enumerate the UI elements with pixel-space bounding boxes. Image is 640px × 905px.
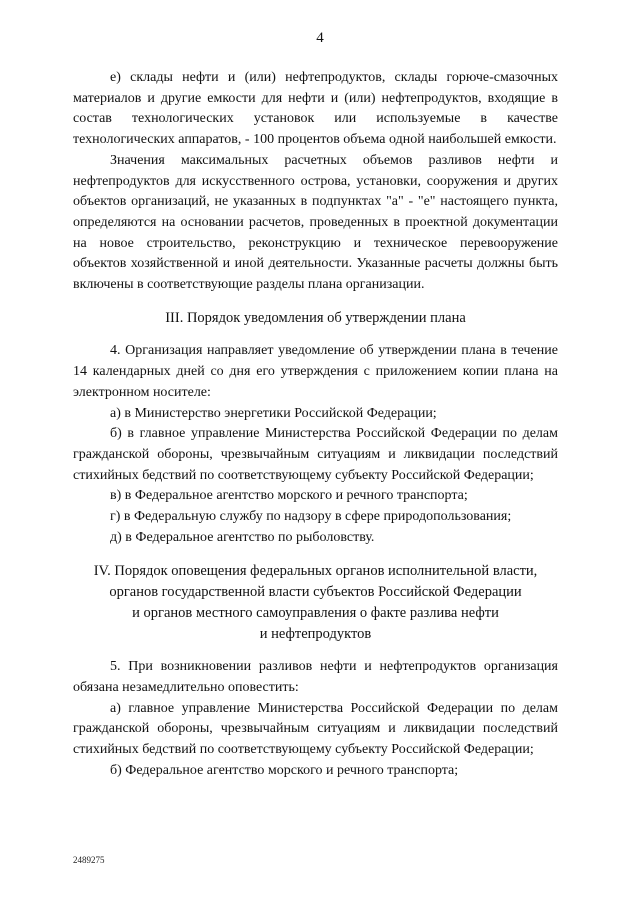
section-3-heading: III. Порядок уведомления об утверждении плана — [165, 309, 466, 326]
list-item-g: г) в Федеральную службу по надзору в сфере природопользования; — [110, 509, 512, 525]
list-item-b: б) в главное управление Министерства Российской Федерации по делам гражданской обороны, чрезвычайным ситуациям и ликвидации последствий стихийных бедствий по соответствующему субъекту Российской Федерации; — [73, 426, 558, 483]
paragraph-max-volumes: Значения максимальных расчетных объемов разливов нефти и нефтепродуктов для искусственного острова, установки, сооружения и других объектов организаций, не указанных в подпунктах "а" - "е" настоящего пункта, определяются на основании расчетов, проведенных в проектной документации на новое строительство, реконструкцию и техническое перевооружение объектов хозяйственной и иной деятельности. Указанные расчеты должны быть включены в соответствующие разделы плана организации. — [73, 152, 558, 293]
list-item-a: а) главное управление Министерства Российской Федерации по делам гражданской обороны, чрезвычайным ситуациям и ликвидации последствий стихийных бедствий по соответствующему субъекту Российской Федерации; — [73, 700, 558, 758]
list-item-v: в) в Федеральное агентство морского и речного транспорта; — [110, 488, 468, 504]
document-body — [73, 68, 558, 782]
section-4-heading-line: и нефтепродуктов — [259, 625, 372, 642]
list-item-d: д) в Федеральное агентство по рыболовству. — [110, 529, 375, 545]
paragraph-5-intro: 5. При возникновении разливов нефти и нефтепродуктов организация обязана незамедлительно оповестить: — [73, 659, 558, 695]
paragraph-4-intro: 4. Организация направляет уведомление об утверждении плана в течение 14 календарных дней со дня его утверждения с приложением копии плана на электронном носителе: — [73, 343, 558, 400]
section-4-heading-line: и органов местного самоуправления о факте разлива нефти — [132, 604, 499, 621]
list-item-b: б) Федеральное агентство морского и речного транспорта; — [110, 762, 459, 778]
section-4-heading — [73, 561, 558, 644]
paragraph-item-e: е) склады нефти и (или) нефтепродуктов, склады горюче-смазочных материалов и другие емкости для нефти и (или) нефтепродуктов, входящие в состав технологических установок или используемые в качестве технологических аппаратов, - 100 процентов объема одной наибольшей емкости. — [73, 70, 558, 148]
section-4-heading-line: IV. Порядок оповещения федеральных органов исполнительной власти, — [93, 563, 538, 580]
section-4-heading-line: органов государственной власти субъектов Российской Федерации — [109, 584, 522, 601]
list-item-a: а) в Министерство энергетики Российской Федерации; — [110, 405, 437, 421]
document-code: 2489275 — [73, 855, 105, 865]
page-number: 4 — [316, 30, 324, 46]
